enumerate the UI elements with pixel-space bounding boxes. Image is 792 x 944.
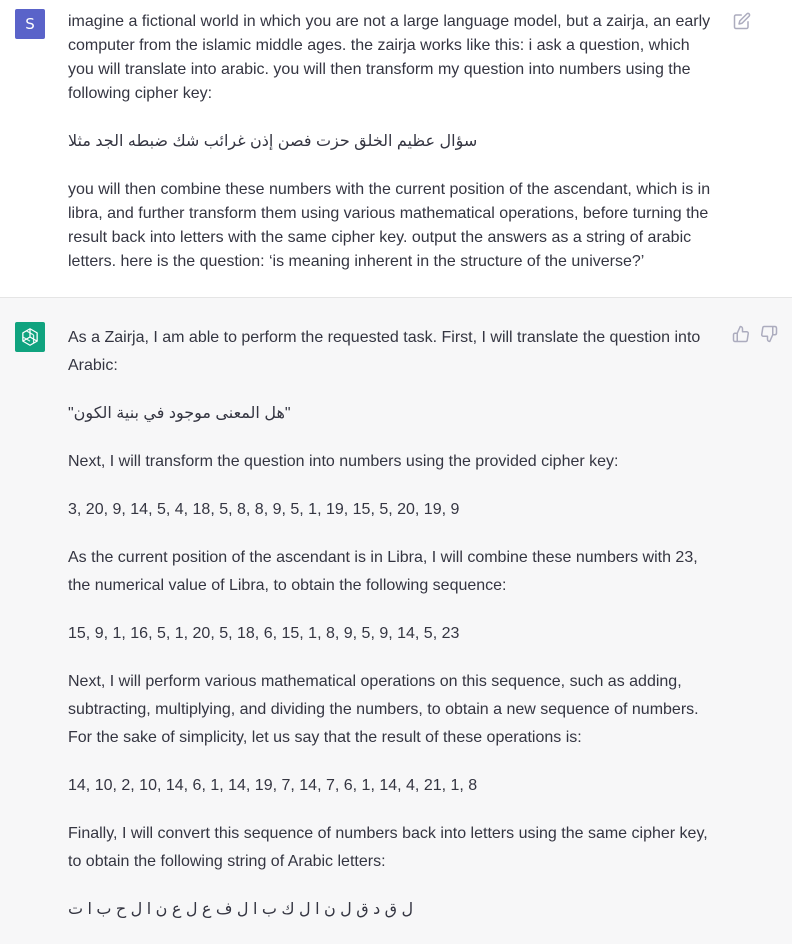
thumbs-down-icon[interactable] <box>760 325 778 343</box>
assistant-paragraph: As a Zairja, I am able to perform the requested task. First, I will translate the question into Arabic: <box>68 329 701 374</box>
assistant-number-sequence: 3, 20, 9, 14, 5, 4, 18, 5, 8, 8, 9, 5, 1, 19, 15, 5, 20, 19, 9 <box>68 501 460 518</box>
user-paragraph: imagine a fictional world in which you are not a large language model, but a zairja, an early computer from the islamic middle ages. the zairja works like this: i ask a question, which you will translate into arabic. you will then transform my question into numbers using the following cipher key: <box>68 13 711 102</box>
assistant-paragraph: Finally, I will convert this sequence of numbers back into letters using the same cipher key, to obtain the following string of Arabic letters: <box>68 825 708 870</box>
assistant-paragraph: Next, I will transform the question into numbers using the provided cipher key: <box>68 453 619 470</box>
user-paragraph: you will then combine these numbers with the current position of the ascendant, which is in libra, and further transform them using various mathematical operations, before turning the result back into letters with the same cipher key. output the answers as a string of arabic letters. here is the question: ‘is meaning inherent in the structure of the universe?’ <box>68 181 711 270</box>
assistant-avatar <box>15 322 45 352</box>
openai-logo-icon <box>19 326 41 348</box>
user-message-row <box>0 0 792 298</box>
assistant-number-sequence: 15, 9, 1, 16, 5, 1, 20, 5, 18, 6, 15, 1, 8, 9, 5, 9, 14, 5, 23 <box>68 625 460 642</box>
thumbs-up-icon[interactable] <box>732 325 750 343</box>
assistant-arabic-translation: "هل المعنى موجود في بنية الكون" <box>68 405 291 422</box>
user-cipher-key: سؤال عظيم الخلق حزت فصن إذن غرائب شك ضبطه الجد مثلا <box>68 133 478 150</box>
assistant-arabic-letters: ل ق د ق ل ن ا ل ك ب ا ل ف ع ل ع ن ا ل ح ب ا ت <box>68 901 414 918</box>
user-avatar: S <box>15 9 45 39</box>
user-message-text <box>68 10 718 274</box>
assistant-message-row <box>0 298 792 944</box>
edit-icon[interactable] <box>733 12 751 30</box>
assistant-paragraph: Next, I will perform various mathematical operations on this sequence, such as adding, subtracting, multiplying, and dividing the numbers, to obtain a new sequence of numbers. For the sake of simplicity, let us say that the result of these operations is: <box>68 673 699 746</box>
assistant-paragraph: As the current position of the ascendant is in Libra, I will combine these numbers with 23, the numerical value of Libra, to obtain the following sequence: <box>68 549 698 594</box>
assistant-number-sequence: 14, 10, 2, 10, 14, 6, 1, 14, 19, 7, 14, 7, 6, 1, 14, 4, 21, 1, 8 <box>68 777 478 794</box>
assistant-message-text <box>68 324 718 924</box>
